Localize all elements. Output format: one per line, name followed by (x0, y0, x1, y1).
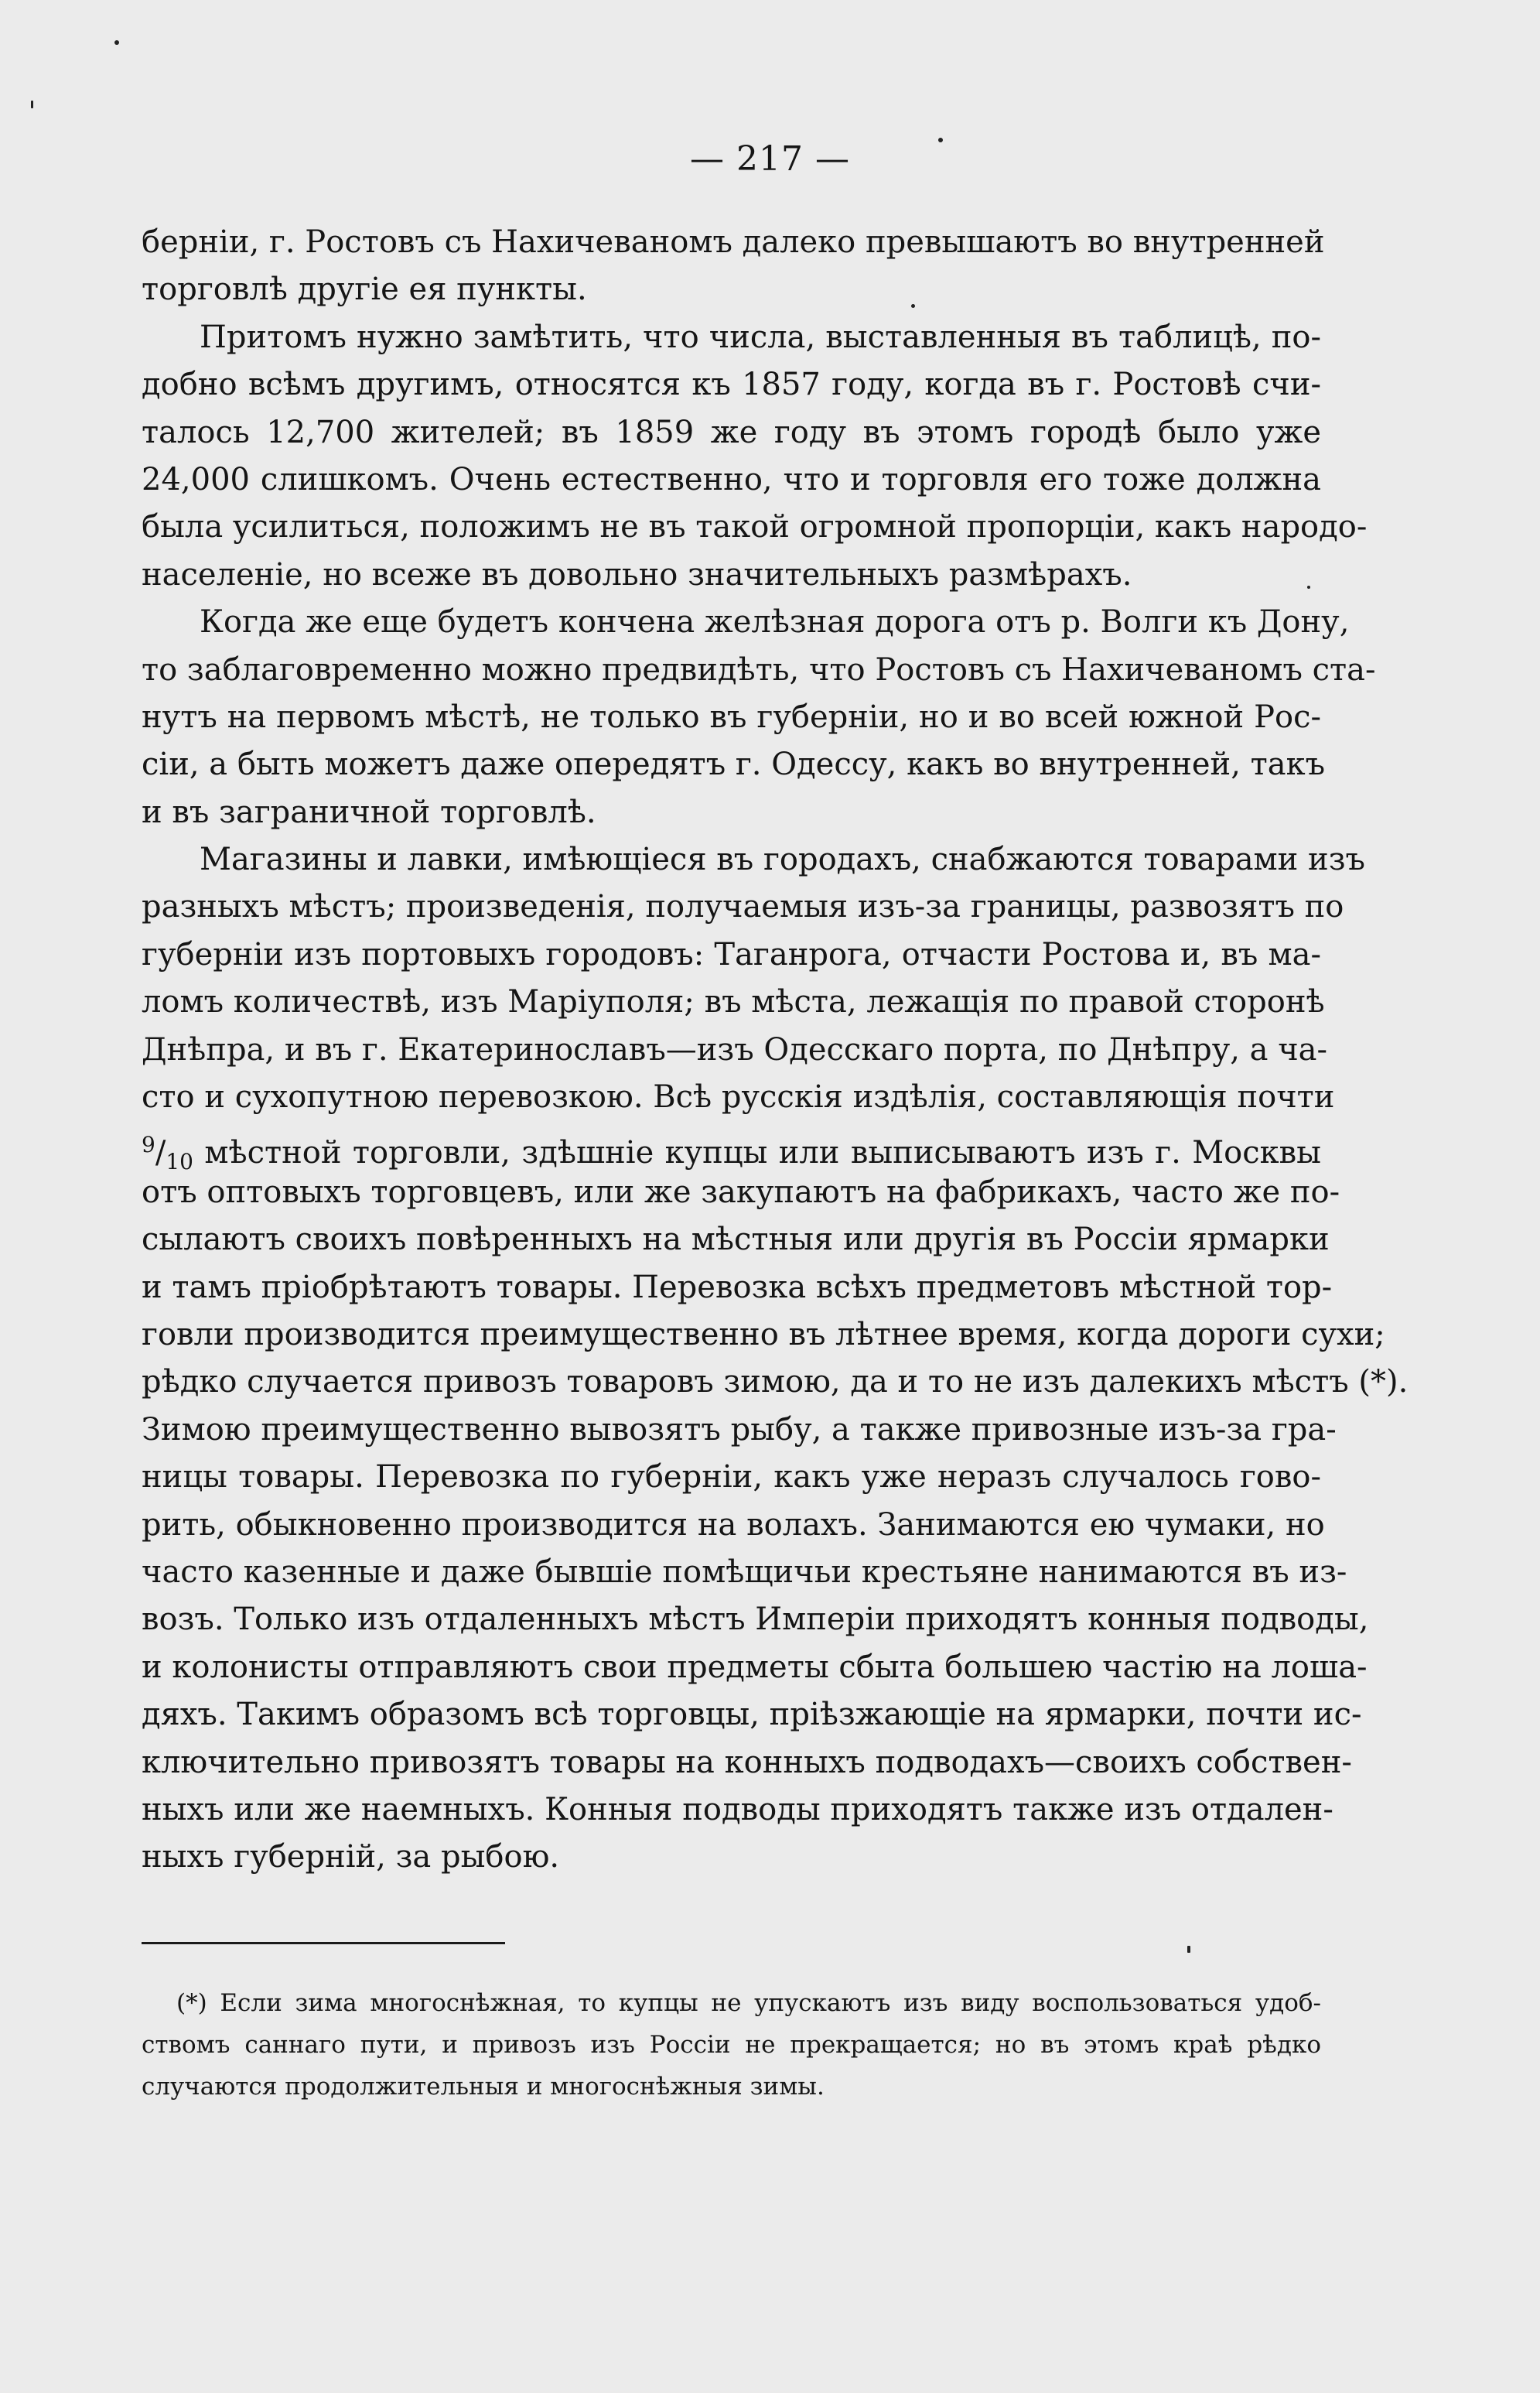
footnote (142, 1982, 1321, 2108)
text-line: и въ заграничной торговлѣ. (142, 794, 596, 830)
text-line: говли производится преимущественно въ лѣтнее время, когда дороги сухи; (142, 1316, 1385, 1352)
text-line: дяхъ. Такимъ образомъ всѣ торговцы, пріѣзжающіе на ярмарки, почти ис- (142, 1697, 1362, 1733)
footnote-line: (*) Если зима многоснѣжная, то купцы не упускаютъ изъ виду воспользоваться удоб- (176, 1989, 1321, 2017)
text-line: Когда же еще будетъ кончена желѣзная дорога отъ р. Волги къ Дону, (200, 604, 1350, 641)
text-line: рить, обыкновенно производится на волахъ. Занимаются ею чумаки, но (142, 1506, 1325, 1543)
scan-speck (114, 40, 119, 45)
scan-speck (938, 138, 943, 142)
footnote-divider (142, 1942, 505, 1944)
text-line: сто и сухопутною перевозкою. Всѣ русскія издѣлія, составляющія почти (142, 1079, 1335, 1116)
text-line: и колонисты отправляютъ свои предметы сбыта большею частію на лоша- (142, 1649, 1368, 1685)
scan-speck (911, 304, 915, 308)
text-line: сіи, а быть можетъ даже опередятъ г. Одессу, какъ во внутренней, такъ (142, 747, 1326, 783)
text-line-with-fraction (142, 1121, 1321, 1175)
text-line: сылаютъ своихъ повѣренныхъ на мѣстныя или другія въ Россіи ярмарки (142, 1222, 1330, 1258)
body-text (142, 219, 1409, 1882)
text-line: разныхъ мѣстъ; произведенія, получаемыя изъ-за границы, развозятъ по (142, 889, 1344, 925)
fraction-numerator: 9 (142, 1132, 155, 1158)
page-number: — 217 — (690, 139, 850, 179)
scan-speck (1307, 586, 1310, 589)
text-line: ницы товары. Перевозка по губерніи, какъ уже неразъ случалось гово- (142, 1459, 1321, 1496)
text-line: населеніе, но всеже въ довольно значительныхъ размѣрахъ. (142, 556, 1132, 593)
text-line: и тамъ пріобрѣтаютъ товары. Перевозка всѣхъ предметовъ мѣстной тор- (142, 1269, 1333, 1305)
text-line: то заблаговременно можно предвидѣть, что Ростовъ съ Нахичеваномъ ста- (142, 651, 1376, 688)
text-line: торговлѣ другіе ея пункты. (142, 272, 587, 308)
text-line: мѣстной торговли, здѣшніе купцы или выписываютъ изъ г. Москвы (204, 1135, 1321, 1171)
scan-speck (31, 101, 33, 108)
text-line: Магазины и лавки, имѣющіеся въ городахъ, снабжаются товарами изъ (200, 842, 1365, 878)
fraction-denominator: 10 (166, 1149, 193, 1175)
text-line: губерніи изъ портовыхъ городовъ: Таганрога, отчасти Ростова и, въ ма- (142, 936, 1321, 973)
text-line: талось 12,700 жителей; въ 1859 же году въ этомъ городѣ было уже (142, 414, 1321, 450)
text-line: 24,000 слишкомъ. Очень естественно, что и торговля его тоже должна (142, 461, 1321, 497)
text-line: была усилиться, положимъ не въ такой огромной пропорціи, какъ народо- (142, 509, 1368, 545)
footnote-line: случаются продолжительныя и многоснѣжныя зимы. (142, 2073, 825, 2101)
text-line: рѣдко случается привозъ товаровъ зимою, да и то не изъ далекихъ мѣстъ (*). (142, 1364, 1409, 1400)
text-line: нутъ на первомъ мѣстѣ, не только въ губерніи, но и во всей южной Рос- (142, 699, 1321, 735)
text-line: Днѣпра, и въ г. Екатеринославъ—изъ Одесскаго порта, по Днѣпру, а ча- (142, 1031, 1328, 1068)
text-line: ныхъ губерній, за рыбою. (142, 1839, 560, 1875)
footnote-line: ствомъ саннаго пути, и привозъ изъ Россіи не прекращается; но въ этомъ краѣ рѣдко (142, 2031, 1321, 2059)
text-line: добно всѣмъ другимъ, относятся къ 1857 году, когда въ г. Ростовѣ счи- (142, 367, 1321, 403)
text-line: отъ оптовыхъ торговцевъ, или же закупаютъ на фабрикахъ, часто же по- (142, 1174, 1340, 1210)
text-line: возъ. Только изъ отдаленныхъ мѣстъ Имперіи приходятъ конныя подводы, (142, 1602, 1369, 1638)
fraction-nine-tenths: $^9/_{10}$ (142, 1132, 193, 1175)
scan-speck (1187, 1946, 1190, 1953)
text-line: Притомъ нужно замѣтить, что числа, выставленныя въ таблицѣ, по- (200, 319, 1321, 355)
text-line: ломъ количествѣ, изъ Маріуполя; въ мѣста, лежащія по правой сторонѣ (142, 984, 1325, 1020)
text-line: ныхъ или же наемныхъ. Конныя подводы приходятъ также изъ отдален- (142, 1791, 1333, 1827)
text-line: берніи, г. Ростовъ съ Нахичеваномъ далеко превышаютъ во внутренней (142, 224, 1325, 260)
text-line: ключительно привозятъ товары на конныхъ подводахъ—своихъ собствен- (142, 1744, 1352, 1780)
text-line: Зимою преимущественно вывозятъ рыбу, а также привозные изъ-за гра- (142, 1411, 1337, 1448)
text-line: часто казенные и даже бывшіе помѣщичьи крестьяне нанимаются въ из- (142, 1554, 1347, 1590)
